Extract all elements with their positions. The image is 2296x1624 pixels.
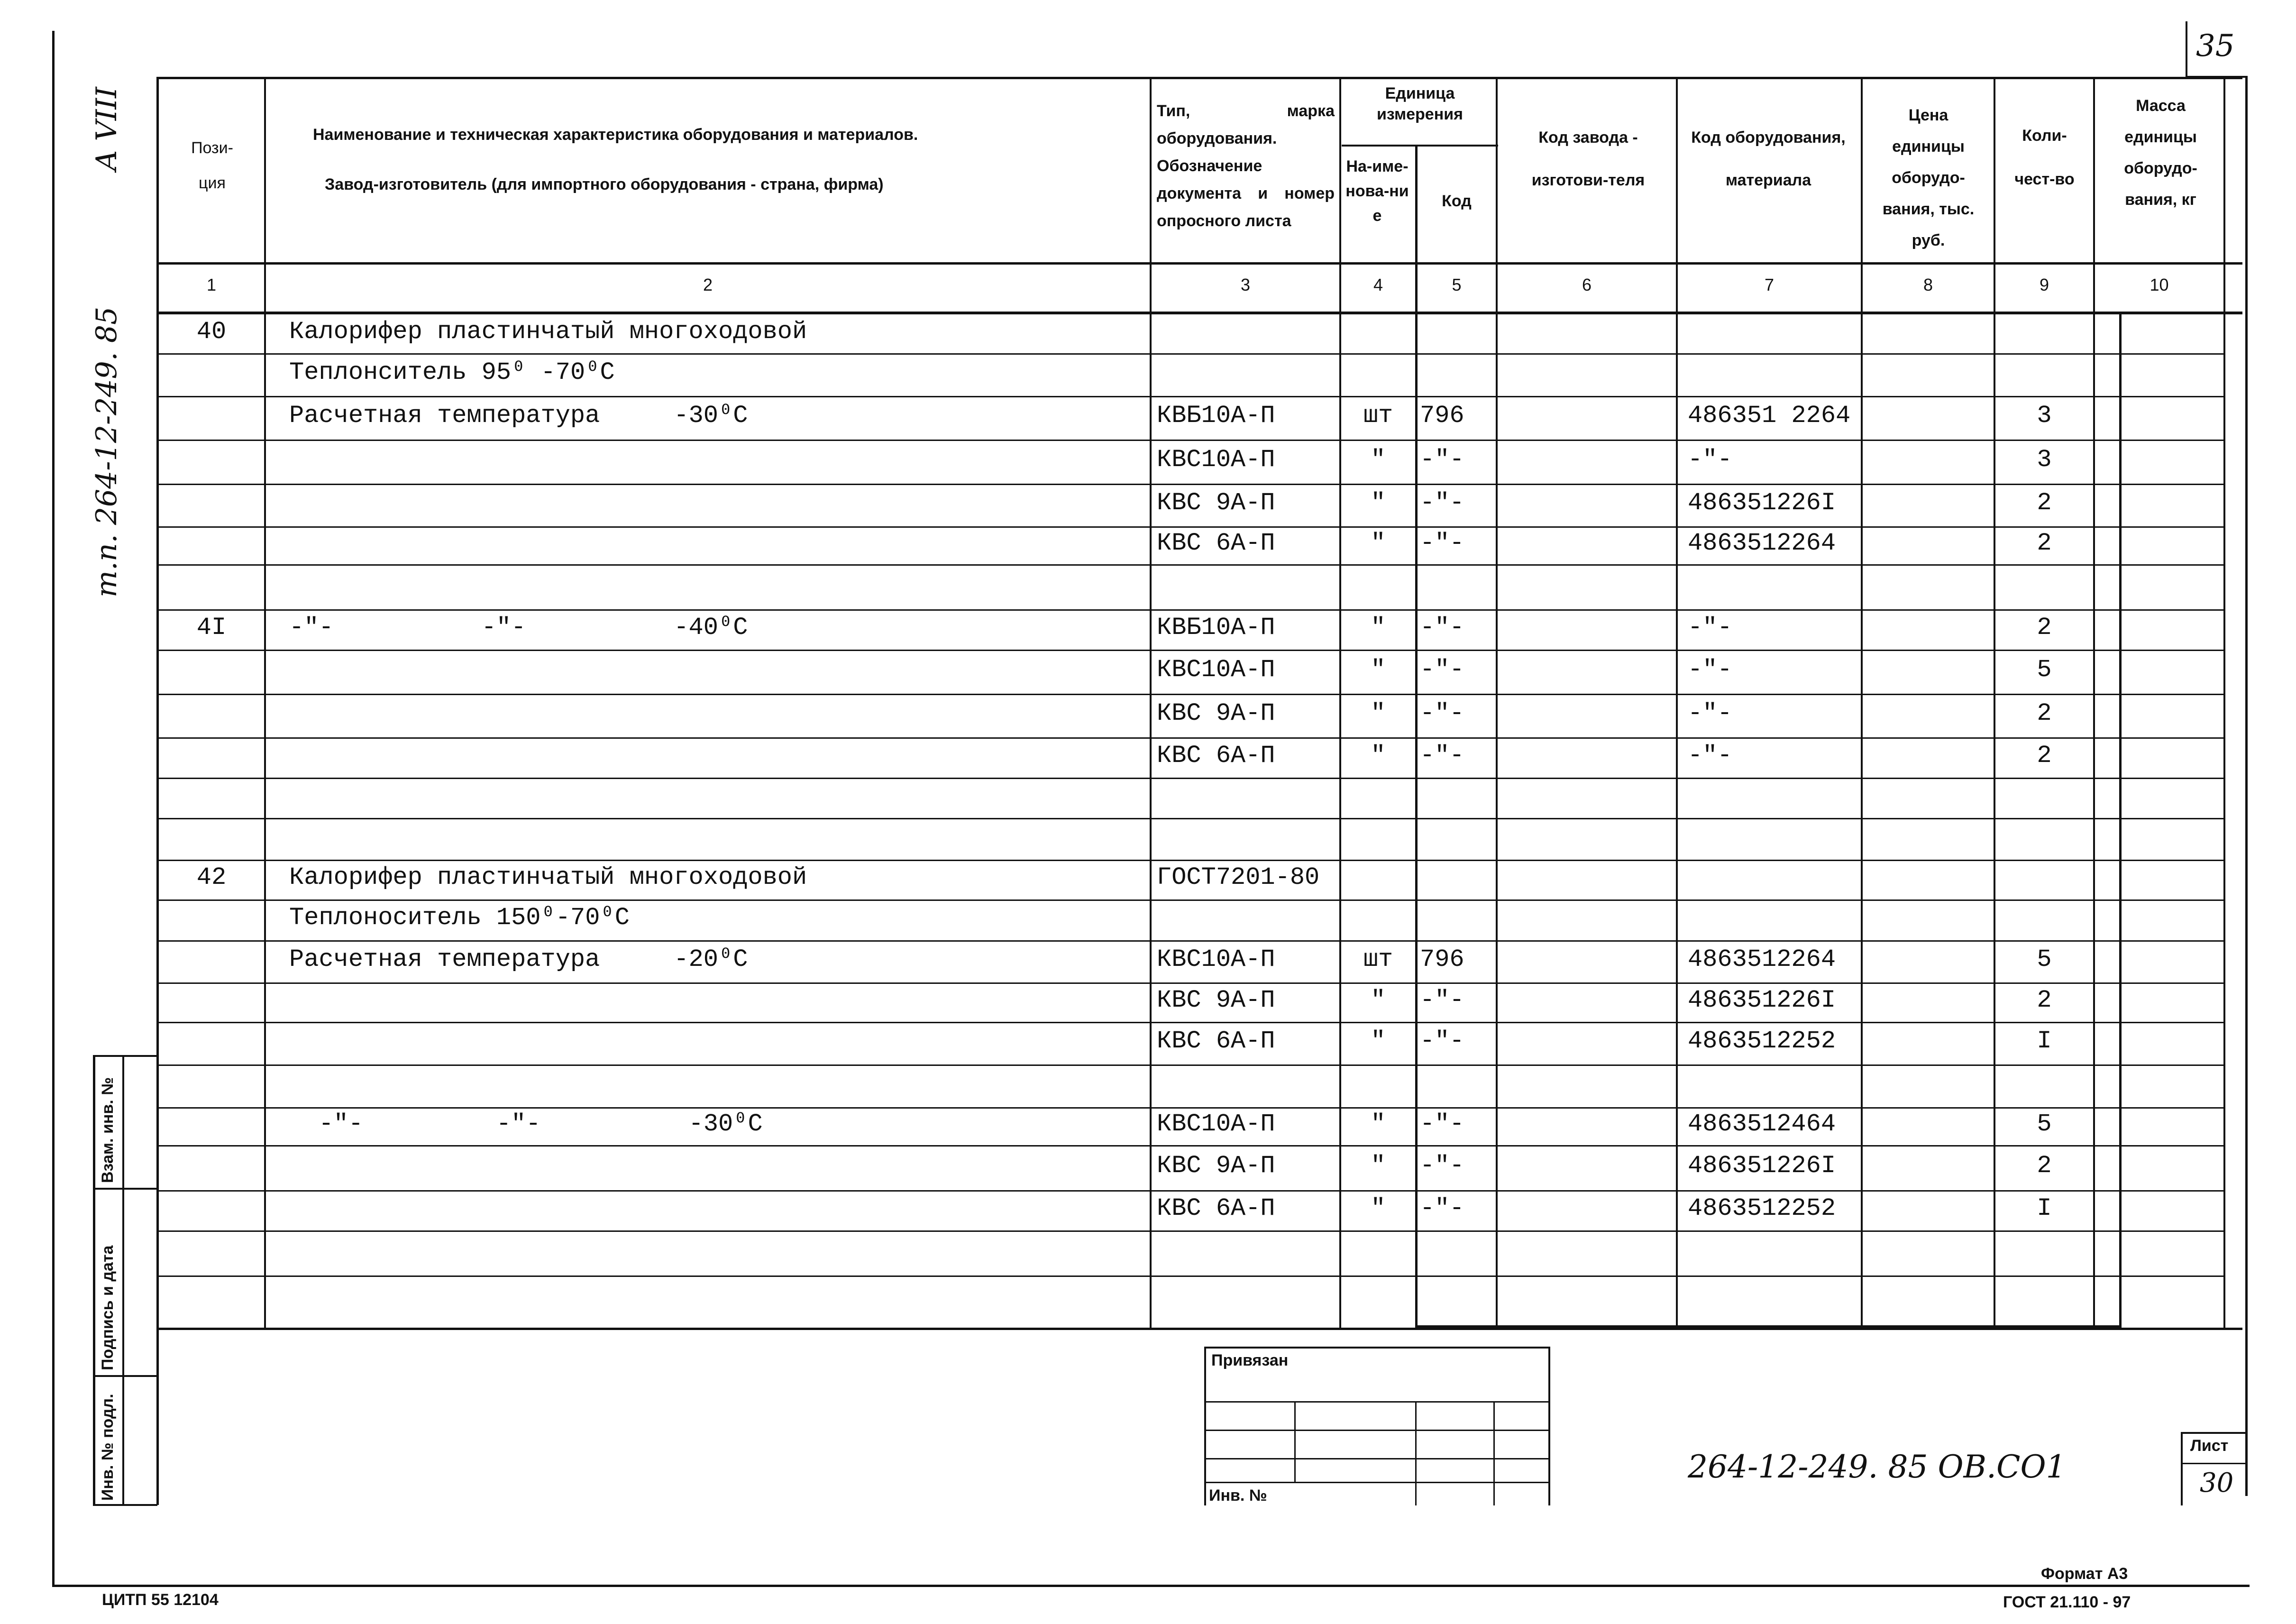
footer-format: Формат А3	[2041, 1565, 2128, 1583]
row-line	[159, 440, 2223, 441]
row-line	[159, 650, 2223, 651]
col-line-6	[1676, 77, 1678, 1329]
cell-qty: 2	[2037, 489, 2052, 517]
col-line-10	[2223, 77, 2225, 1329]
cell-eqcode: -"-	[1688, 445, 1732, 474]
cell-code: 796	[1420, 945, 1464, 973]
cell-type: КВБ10А-П	[1157, 402, 1275, 430]
cell-qty: 5	[2037, 1110, 2052, 1138]
cell-code: -"-	[1420, 986, 1464, 1014]
corner-box-left	[2186, 21, 2187, 78]
document-code: 264-12-249. 85 ОВ.СО1	[1688, 1449, 2066, 1485]
cell-unit: "	[1371, 655, 1386, 684]
row-line	[159, 1064, 2223, 1066]
cell-qty: 3	[2037, 445, 2052, 474]
cell-type: КВБ10А-П	[1157, 613, 1275, 642]
stamp-box-h4	[1204, 1482, 1550, 1483]
cell-type: КВС 9А-П	[1157, 699, 1275, 727]
cell-pos: 42	[196, 863, 227, 891]
strip-vzam-label: Взам. инв. №	[99, 1077, 117, 1183]
colnum-3: 3	[1240, 275, 1251, 294]
stamp-box-h2	[1204, 1430, 1550, 1431]
stamp-box-h1	[1204, 1401, 1550, 1403]
side-stamp-code-bottom: т.п. 264-12-249. 85	[90, 306, 123, 597]
cell-unit: шт	[1363, 402, 1393, 430]
header-unit: Единица измерения	[1377, 84, 1463, 123]
header-equipment-code: Код оборудования, материала	[1691, 128, 1846, 189]
stamp-box-top	[1204, 1347, 1550, 1349]
inv-no-label: Инв. №	[1209, 1486, 1267, 1505]
table-top-line	[156, 77, 2242, 79]
row-line	[159, 1275, 2223, 1277]
cell-name: -"- -"- -30⁰С	[289, 1110, 763, 1138]
cell-eqcode: -"-	[1688, 613, 1732, 642]
cell-code: -"-	[1420, 529, 1464, 557]
colnum-1: 1	[206, 275, 217, 294]
header-position: Пози-ция	[191, 139, 233, 192]
cell-unit: шт	[1363, 945, 1393, 973]
cell-qty: 3	[2037, 402, 2052, 430]
strip-podpis-label: Подпись и дата	[99, 1245, 117, 1370]
cell-name: Расчетная температура -20⁰С	[289, 945, 748, 973]
header-sub-line	[1342, 145, 1498, 147]
cell-type: КВС 9А-П	[1157, 489, 1275, 517]
header-name-line2: Завод-изготовитель (для импортного оборудования - страна, фирма)	[325, 175, 884, 193]
header-type: Тип, марка оборудования. Обозначение документа и номер опросного листа	[1157, 102, 1335, 230]
col-line-7	[1861, 77, 1863, 1329]
cell-eqcode: -"-	[1688, 699, 1732, 727]
footer-citp: ЦИТП 55 12104	[102, 1591, 219, 1609]
cell-type: КВС 6А-П	[1157, 529, 1275, 557]
cell-eqcode: 486351226I	[1688, 489, 1836, 517]
footer-gost: ГОСТ 21.110 - 97	[2003, 1593, 2131, 1611]
header-unit-name: На-име-нова-ние	[1345, 157, 1409, 225]
cell-type: КВС 6А-П	[1157, 741, 1275, 770]
header-quantity: Коли-чест-во	[2014, 127, 2075, 188]
row-line	[159, 353, 2223, 355]
header-unit-code: Код	[1442, 192, 1472, 210]
row-line	[159, 396, 2223, 397]
header-mass: Масса единицы оборудо-вания, кг	[2124, 97, 2197, 209]
strip-top	[93, 1055, 157, 1057]
cell-qty: 2	[2037, 613, 2052, 642]
row-line	[159, 609, 2223, 611]
cell-code: -"-	[1420, 1027, 1464, 1055]
cell-name: Расчетная температура -30⁰С	[289, 402, 748, 430]
strip-bottom	[93, 1504, 157, 1506]
header-factory-code: Код завода - изготови-теля	[1531, 128, 1645, 189]
list-box-left	[2181, 1432, 2183, 1505]
list-box-top	[2181, 1432, 2247, 1434]
cell-qty: 2	[2037, 986, 2052, 1014]
colnum-bottom-line	[156, 312, 2242, 314]
cell-type: КВС10А-П	[1157, 1110, 1275, 1138]
cell-code: -"-	[1420, 489, 1464, 517]
row-line	[159, 1145, 2223, 1147]
cell-unit: "	[1371, 613, 1386, 642]
cell-name: Калорифер пластинчатый многоходовой	[289, 318, 807, 346]
table-bottom-line	[156, 1328, 2242, 1330]
col-line-4	[1415, 145, 1418, 1328]
cell-pos: 4I	[196, 613, 227, 642]
sheet-corner-number: 35	[2196, 28, 2235, 64]
cell-unit: "	[1371, 445, 1386, 474]
cell-code: -"-	[1420, 655, 1464, 684]
cell-eqcode: 486351226I	[1688, 986, 1836, 1014]
cell-pos: 40	[196, 318, 227, 346]
cell-eqcode: 4863512464	[1688, 1110, 1836, 1138]
row-line	[159, 694, 2223, 695]
cell-unit: "	[1371, 529, 1386, 557]
cell-unit: "	[1371, 741, 1386, 770]
row-line	[159, 1230, 2223, 1232]
cell-eqcode: 486351 2264	[1688, 402, 1851, 430]
stamp-box-v2	[1415, 1401, 1417, 1505]
privyazan-label: Привязан	[1211, 1351, 1289, 1369]
cell-code: -"-	[1420, 1110, 1464, 1138]
cell-name: Теплоноситель 150⁰-70⁰С	[289, 904, 630, 932]
colnum-5: 5	[1452, 275, 1462, 294]
cell-code: -"-	[1420, 1194, 1464, 1222]
cell-eqcode: 4863512264	[1688, 945, 1836, 973]
cell-type: КВС10А-П	[1157, 445, 1275, 474]
row-line	[159, 484, 2223, 485]
list-number: 30	[2200, 1468, 2234, 1498]
row-line	[159, 1190, 2223, 1192]
colnum-9: 9	[2039, 275, 2049, 294]
cell-name: Калорифер пластинчатый многоходовой	[289, 863, 807, 891]
row-line	[159, 737, 2223, 739]
cell-type: КВС10А-П	[1157, 655, 1275, 684]
header-price: Цена единицы оборудо-вания, тыс. руб.	[1882, 106, 1975, 249]
cell-unit: "	[1371, 699, 1386, 727]
col-line-9	[2093, 77, 2095, 1329]
cell-eqcode: -"-	[1688, 655, 1732, 684]
cell-qty: 2	[2037, 1151, 2052, 1180]
row-line	[159, 1022, 2223, 1023]
cell-qty: 5	[2037, 655, 2052, 684]
stamp-box-v3	[1493, 1401, 1495, 1505]
colnum-7: 7	[1764, 275, 1775, 294]
cell-code: -"-	[1420, 445, 1464, 474]
cell-unit: "	[1371, 1194, 1386, 1222]
cell-name: -"- -"- -40⁰С	[289, 613, 748, 642]
cell-eqcode: -"-	[1688, 741, 1732, 770]
cell-qty: 2	[2037, 529, 2052, 557]
cell-type: КВС 6А-П	[1157, 1194, 1275, 1222]
row-line	[159, 778, 2223, 779]
col-line-5	[1496, 77, 1498, 1329]
colnum-4: 4	[1373, 275, 1383, 294]
strip-div-1	[93, 1188, 157, 1190]
frame-left-line	[52, 31, 55, 1587]
cell-unit: "	[1371, 1110, 1386, 1138]
cell-unit: "	[1371, 489, 1386, 517]
cell-qty: I	[2037, 1027, 2052, 1055]
strip-outer-left	[93, 1055, 95, 1505]
row-line	[159, 1107, 2223, 1109]
cell-type: ГОСТ7201-80	[1157, 863, 1320, 891]
cell-eqcode: 4863512264	[1688, 529, 1836, 557]
cell-qty: 2	[2037, 741, 2052, 770]
cell-code: 796	[1420, 402, 1464, 430]
row-line	[159, 526, 2223, 528]
cell-type: КВС 9А-П	[1157, 1151, 1275, 1180]
col-line-2	[1150, 77, 1152, 1329]
row-line	[159, 899, 2223, 901]
cell-type: КВС10А-П	[1157, 945, 1275, 973]
strip-div-2	[93, 1375, 157, 1377]
cell-code: -"-	[1420, 741, 1464, 770]
list-label: Лист	[2190, 1437, 2229, 1455]
list-box-mid	[2181, 1463, 2247, 1464]
cell-code: -"-	[1420, 699, 1464, 727]
cell-unit: "	[1371, 1151, 1386, 1180]
colnum-10: 10	[2150, 275, 2169, 294]
strip-inv-podl-label: Инв. № подл.	[99, 1394, 117, 1501]
side-stamp-code-top: A VIII	[90, 87, 123, 171]
cell-name: Теплонситель 95⁰ -70⁰С	[289, 358, 615, 386]
cell-code: -"-	[1420, 1151, 1464, 1180]
colnum-2: 2	[703, 275, 713, 294]
row-line	[159, 860, 2223, 861]
cell-qty: I	[2037, 1194, 2052, 1222]
frame-bottom-line	[52, 1585, 2250, 1587]
cell-eqcode: 4863512252	[1688, 1194, 1836, 1222]
row-line	[159, 564, 2223, 566]
stamp-box-h3	[1204, 1458, 1550, 1459]
colnum-8: 8	[1923, 275, 1933, 294]
cell-eqcode: 486351226I	[1688, 1151, 1836, 1180]
cell-qty: 2	[2037, 699, 2052, 727]
col-line-9b	[2119, 314, 2122, 1329]
header-bottom-line	[156, 262, 2242, 265]
col-line-1	[264, 77, 266, 1329]
colnum-6: 6	[1582, 275, 1592, 294]
cell-eqcode: 4863512252	[1688, 1027, 1836, 1055]
row-line	[159, 982, 2223, 984]
cell-type: КВС 9А-П	[1157, 986, 1275, 1014]
row-line	[159, 818, 2223, 819]
strip-inner-line	[122, 1055, 124, 1505]
cell-unit: "	[1371, 986, 1386, 1014]
header-name-line1: Наименование и техническая характеристика оборудования и материалов.	[313, 126, 918, 144]
stamp-box-v1	[1294, 1401, 1296, 1482]
cell-unit: "	[1371, 1027, 1386, 1055]
frame-right-line	[2245, 76, 2248, 1496]
cell-code: -"-	[1420, 613, 1464, 642]
cell-type: КВС 6А-П	[1157, 1027, 1275, 1055]
row-line	[159, 940, 2223, 942]
cell-qty: 5	[2037, 945, 2052, 973]
